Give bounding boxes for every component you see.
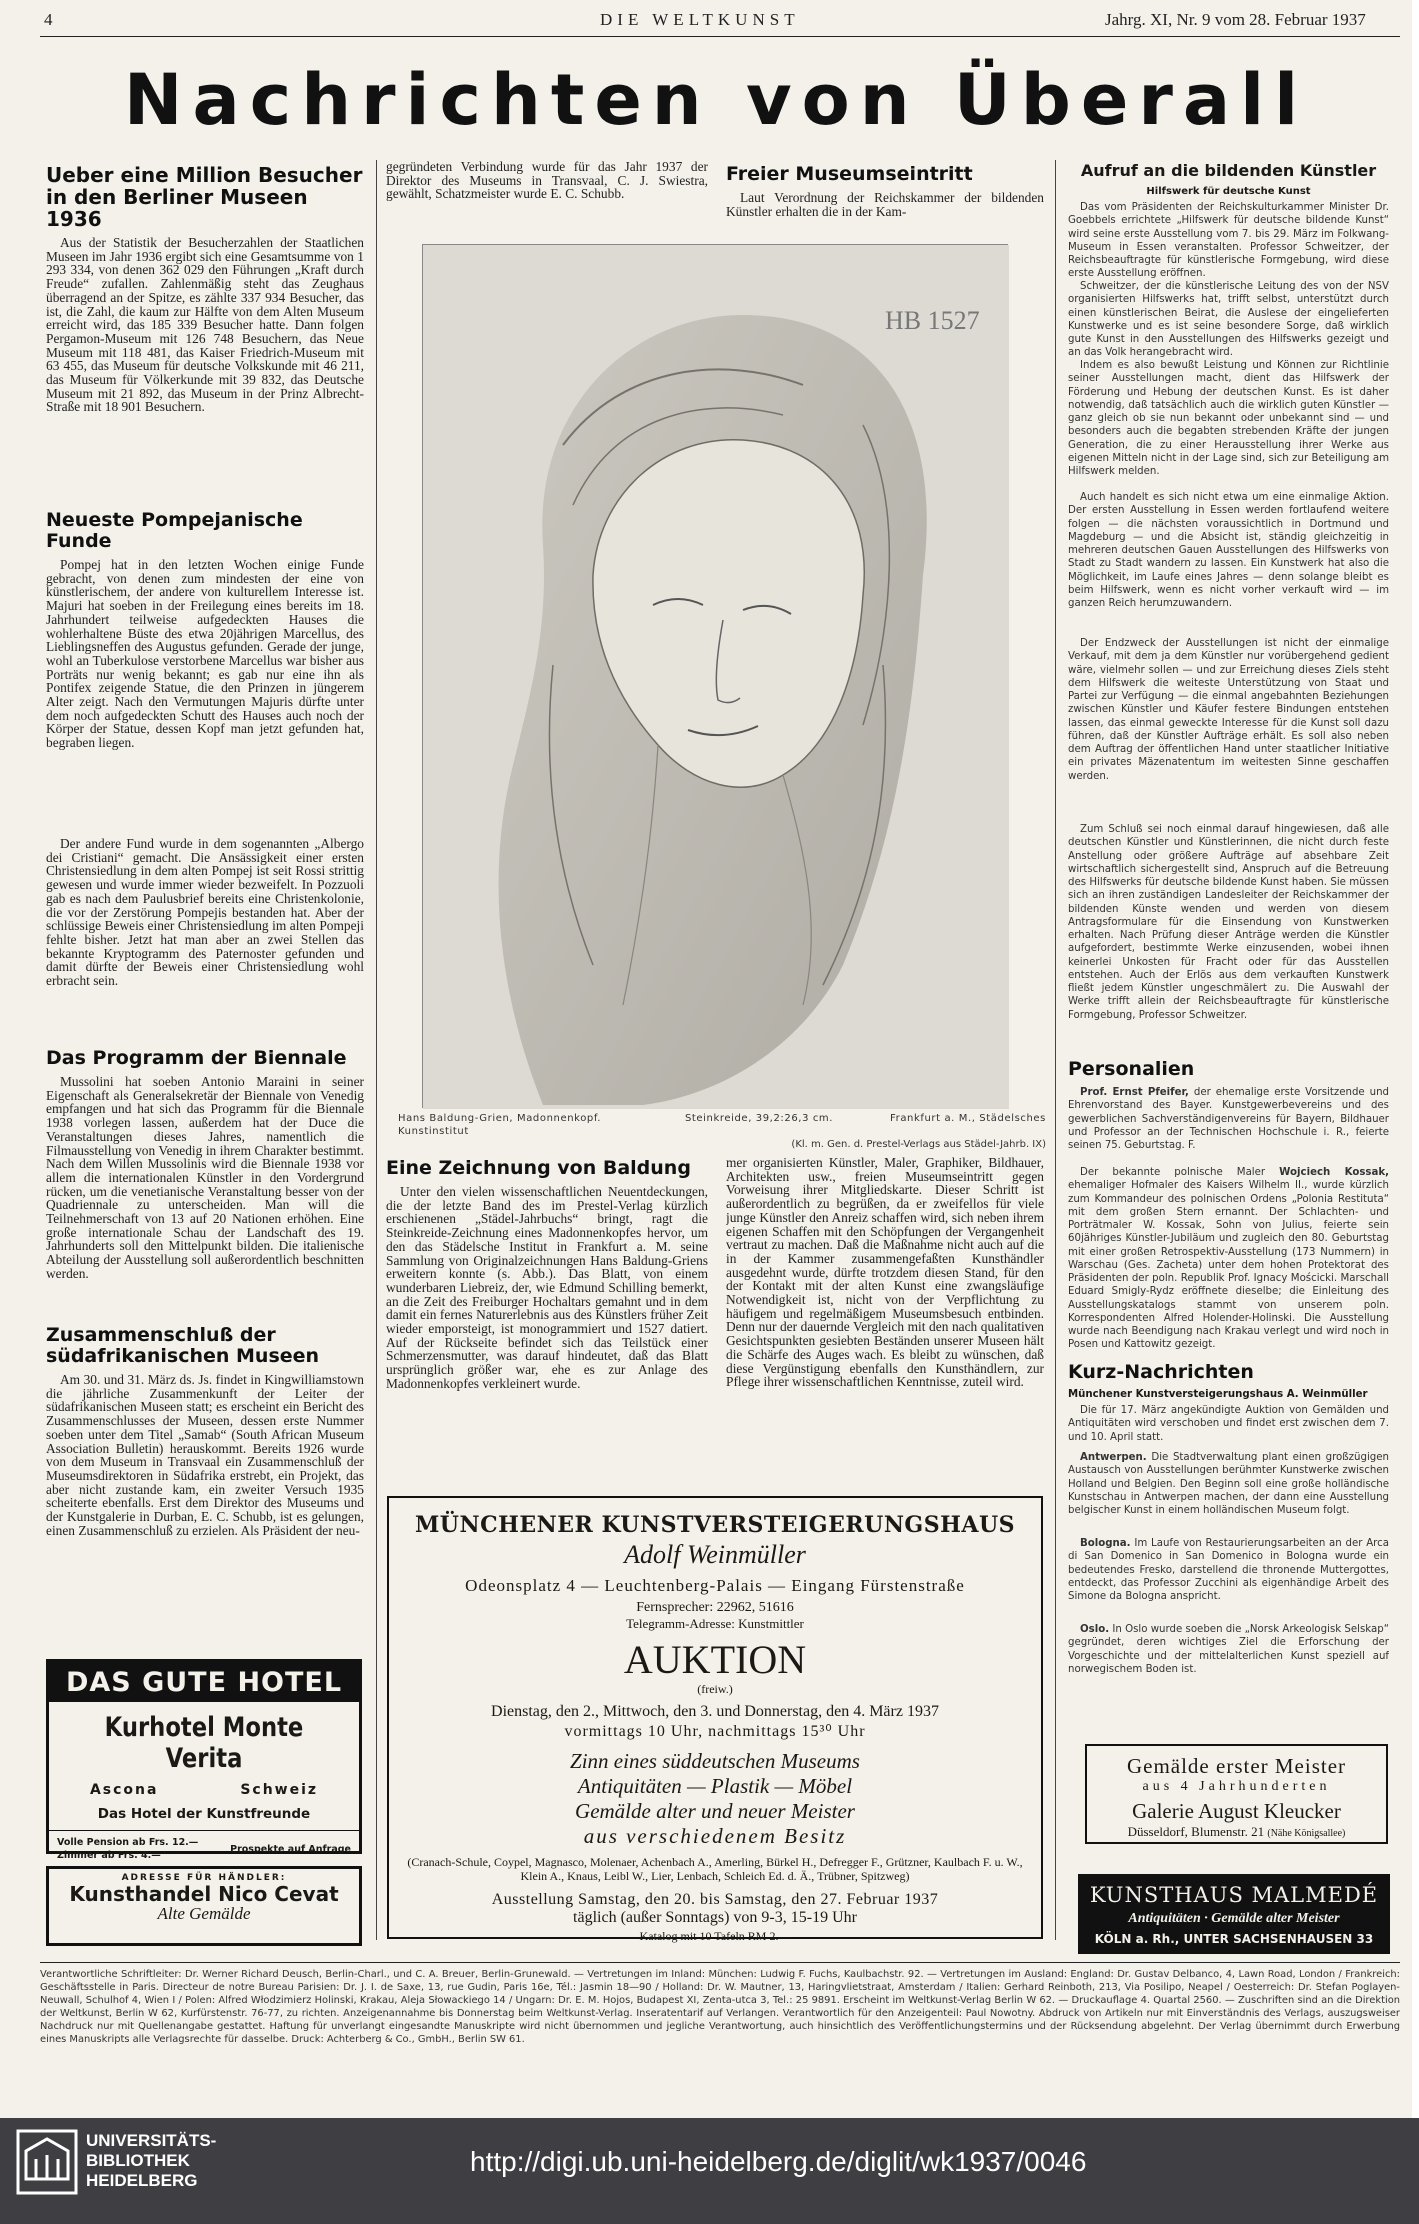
masthead: DIE WELTKUNST <box>600 10 800 29</box>
city-lead: Bologna. <box>1080 1538 1131 1549</box>
article-text: ehemaliger Hofmaler des Kaisers Wilhelm II., wurde kürzlich zum Kommandeur des polnischen Ordens „Polonia Restituta“ mit dem großen Stern ernannt. Der Schlachten- und Porträtmaler W. Kossak, Sohn von Julius, feierte sein 60jähriges Künstler-Jubiläum und zugleich den 80. Geburtstag mit einer großen Retrospektiv-Ausstellung (173 Nummern) in Warschau (Ges. Zacheta) unter dem hohen Protektorat des Präsidenten der poln. Republik Prof. Ignacy Mościcki. Marschall Eduard Smigly-Rydz eröffnete dieselbe; die Einleitung des Ausstellungskatalogs stammt von unserem poln. Korrespondenten Alfred Holender-Holinski. Die Ausstellung wurde nach Beendigung nach Krakau verlegt und wird noch in Posen und Kattowitz gezeigt. <box>1068 1180 1389 1351</box>
article-heading: Das Programm der Biennale <box>46 1047 347 1069</box>
ad-w-zinn: Zinn eines süddeutschen Museums <box>570 1749 860 1773</box>
article-text: Die für 17. März angekündigte Auktion von Gemälden und Antiquitäten wird verschoben und findet erst zwischen dem 7. und 10. April statt. <box>1068 1405 1389 1443</box>
ad-k-l4b: (Nähe Königsallee) <box>1267 1828 1346 1839</box>
ad-w-antiq: Antiquitäten — Plastik — Möbel <box>577 1774 853 1798</box>
article-text: Zum Schluß sei noch einmal darauf hingewiesen, daß alle deutschen Künstler und Künstlerinnen, die nicht durch feste Anstellung oder größere Aufträge auf absehbare Zeit wirtschaftlich sichergestellt sind, Anspruch auf die Betreuung des Hilfswerks für deutsche bildende Kunst haben. Sie müssen sich an ihren zuständigen Landesleiter der Reichskammer der bildenden Künste wenden und werden von diesem Antragsformulare für die Einsendung von Kunstwerken erhalten. Nach Prüfung dieser Anträge werden die Künstler aufgefordert, bestimmte Werke einzusenden, wobei ihnen keinerlei Unkosten für Fracht oder für das Ausstellen entstehen. Auch der Erlös aus dem verkauften Kunstwerk fließt jedem Künstler ungeschmälert zu. Die Auswahl der Werke trifft allein der Reichsbeauftragte für künstlerische Formgebung, Professor Schweitzer. <box>1068 824 1389 1021</box>
ad-w-times: vormittags 10 Uhr, nachmittags 15³⁰ Uhr <box>564 1723 866 1740</box>
monogram: HB 1527 <box>885 306 980 335</box>
article-text: der ehemalige erste Vorsitzende und Ehrenvorstand des Bayer. Kunstgewerbevereins und des gewerblichen Sachverständigenvereins für Bayern, Bildhauer und Professor an der Technischen Hochschule i. R., feierte seinen 75. Geburtstag. <box>1068 1087 1389 1151</box>
article-text: mer organisierten Künstler, Maler, Graphiker, Bildhauer, Architekten usw., freien Museumseintritt gegen Vorweisung ihrer Mitgliedskarte. Dieser Schritt ist außerordentlich zu begrüßen, da er zweifellos für viele junge Künstler den Anreiz schaffen wird, sich neben ihrem eigenen Schaffen mit den Schöpfungen der Vergangenheit vertraut zu machen. Daß die Maßnahme nicht auch auf die in der Kammer zusammengefaßten Kunsthändler ausgedehnt wurde, dürfte trotzdem diesen Stand, für den der Kontakt mit der alten Kunst eine zwangsläufige Notwendigkeit ist, nicht von der Verpflichtung zu häufigem und regelmäßigem Museumsbesuch entbinden. Denn nur der dauernde Vergleich mit den nach qualitativen Gesichtspunkten gesiebten Beständen unserer Museen hält die Schärfe des Auges wach. Es bleibt zu wünschen, daß diese Vergünstigung ebenfalls den Kunsthändlern, zur Pflege ihrer wissenschaftlichen Kenntnisse, zuteil wird. <box>726 1156 1044 1390</box>
caption-credit: (Kl. m. Gen. d. Prestel-Verlags aus Städel-Jahrb. IX) <box>791 1139 1046 1150</box>
article-text: Die Stadtverwaltung plant einen großzügigen Austausch von Ausstellungen berühmter Kunstwerke zwischen Holland und Belgien. Den Beginn soll eine große holländische Kunstschau in Antwerpen machen, der dann eine Ausstellung belgischer Kunst in einem holländischen Museum folgt. <box>1068 1452 1389 1516</box>
permalink-url[interactable]: http://digi.ub.uni-heidelberg.de/diglit/wk1937/0046 <box>470 2146 1087 2177</box>
article-subheading: Hilfswerk für deutsche Kunst <box>1146 186 1311 197</box>
ad-m-l2: Antiquitäten · Gemälde alter Meister <box>1128 1911 1340 1926</box>
ad-k-l1: Gemälde erster Meister <box>1126 1754 1347 1778</box>
person-name: Wojciech Kossak, <box>1279 1167 1389 1178</box>
ad-w-besitz: aus verschiedenem Besitz <box>583 1824 847 1848</box>
column-2-baldung <box>386 1152 708 1486</box>
ad-w-auktion: AUKTION <box>623 1637 807 1682</box>
ad-hotel-banner: DAS GUTE HOTEL <box>49 1662 359 1702</box>
article-heading: Eine Zeichnung von Baldung <box>386 1157 691 1179</box>
library-name <box>86 2131 216 2191</box>
ad-k-l4: Düsseldorf, Blumenstr. 21 <box>1127 1824 1265 1839</box>
article-text: Indem es also bewußt Leistung und Können zur Richtlinie seiner Ausstellungen macht, dient das Hilfswerk der Förderung und Hebung der deutschen Kunst. Es ist daher notwendig, daß tatsächlich auch die wirklich guten Künstler — ganz gleich ob sie nun bekannt oder unbekannt sind — und besonders auch die begabten strebenden Kräfte der jungen Generation, die zu einer Herausstellung ihrer Werke aus eigenen Mitteln nicht in der Lage sind, sich zur Beteiligung am Hilfswerk melden. <box>1068 360 1389 477</box>
article-text: Aus der Statistik der Besucherzahlen der Staatlichen Museen im Jahr 1936 ergibt sich eine Gesamtsumme von 1 293 334, von denen 362 029 den Führungen „Kraft durch Freude“ zufallen. Zahlenmäßig steht das Zeughaus überragend an der Spitze, es zählte 337 934 Besucher, das ist, die Zahl, die kaum zur Hälfte von dem Alten Museum erreicht wird, das 185 339 Besucher hatte. Dann folgen Pergamon-Museum mit 126 748 Besuchern, das Neue Museum mit 118 481, das Kaiser Friedrich-Museum mit 63 455, das Museum für deutsche Volkskunde mit 46 211, das Museum für Völkerkunde mit 39 832, das Deutsche Museum mit 21 892, das Museum in der Prinz Albrecht-Straße mit 18 901 Besuchern. <box>46 236 364 415</box>
ad-w-artists: (Cranach-Schule, Coypel, Magnasco, Molenaer, Achenbach A., Amerling, Bürkel H., Defregger F., Grützner, Kaulbach F. u. W., Klein A., Knaus, Leibl W., Lier, Lenbach, Schleich Ed. d. Ä., Trübner, Spitzweg) <box>407 1855 1023 1883</box>
article-text: Laut Verordnung der Reichskammer der bildenden Künstler erhalten die in der Kam- <box>726 190 1044 219</box>
ad-kleucker <box>1085 1744 1388 1844</box>
caption-right: Frankfurt a. M., Städelsches <box>889 1113 1046 1124</box>
article-heading: Personalien <box>1068 1058 1195 1080</box>
article-text: Pompej hat in den letzten Wochen einige Funde gebracht, von denen zum mindesten der eine von künstlerischem, der andere von kulturellem Interesse ist. Majuri hat soeben in der Freilegung eines bereits im 18. Jahrhundert teilweise aufgedeckten Hauses die wohlerhaltene Büste des etwa 20jährigen Marcellus, des Lieblingsneffen des Augustus gefunden. Gerade der junge, wohl an Tuberkulose verstorbene Marcellus war bisher aus Porträts nur wenig bekannt; es gab nur eine ihn als Pontifex zeigende Statue, die den Prinzen in jüngerem Alter zeigt. Nach den Vermutungen Majuris dürfte unter dem noch aufgedeckten Schutt des Hauses auch noch der Körper der Statue, dessen Kopf man jetzt gefunden hat, begraben liegen. <box>46 558 364 751</box>
university-seal-icon <box>16 2129 78 2195</box>
article-heading: Freier Museumseintritt <box>726 163 973 185</box>
library-name-line1: UNIVERSITÄTS- <box>86 2131 217 2150</box>
article-heading: Zusammenschluß der südafrikanischen Museen <box>46 1324 320 1367</box>
ad-w-telegram: Telegramm-Adresse: Kunstmittler <box>626 1616 804 1631</box>
column-1 <box>46 158 364 1638</box>
library-name-line2: BIBLIOTHEK <box>86 2151 190 2170</box>
caption-left: Hans Baldung-Grien, Madonnenkopf. Kunstinstitut <box>398 1113 602 1137</box>
ad-k-l2: aus 4 Jahrhunderten <box>1142 1779 1331 1794</box>
ad-w-name: Adolf Weinmüller <box>624 1540 806 1569</box>
signature: F. <box>1188 1140 1196 1151</box>
ad-w-dates: Dienstag, den 2., Mittwoch, den 3. und Donnerstag, den 4. März 1937 <box>491 1703 939 1720</box>
ad-w-phone: Fernsprecher: 22962, 51616 <box>636 1600 794 1615</box>
caption-mid: Steinkreide, 39,2:26,3 cm. <box>684 1113 834 1124</box>
article-text: Das vom Präsidenten der Reichskulturkammer Minister Dr. Goebbels errichtete „Hilfswerk für deutsche bildende Kunst“ wird seine erste Ausstellung vom 7. bis 29. März im Folkwang-Museum in Essen veranstalten. Professor Schweitzer, der Reichsbeauftragte für künstlerische Formgebung, wird diese erste Ausstellung eröffnen. <box>1068 202 1389 280</box>
column-rule <box>1055 160 1056 1940</box>
baldung-madonna-drawing <box>422 244 1008 1108</box>
ad-malmede <box>1078 1874 1390 1954</box>
issue-line: Jahrg. XI, Nr. 9 vom 28. Februar 1937 <box>1105 10 1366 29</box>
article-text: Der Endzweck der Ausstellungen ist nicht der einmalige Verkauf, mit dem ja dem Künstler nur vorübergehend gedient wäre, vielmehr sollen — und zur Erreichung dieses Ziels steht dem Hilfswerk die weiteste Unterstützung von Staat und Partei zur Verfügung — die einmal angebahnten Beziehungen zwischen Künstler und Käufer festere Bindungen entstehen lassen, das einmal geweckte Interesse für die Kunst soll dazu führen, daß der Künstler Aufträge erhält. Es soll also neben dem Auftrag der öffentlichen Hand unter staatlicher Initiative ein privates Mäzenatentum im weitesten Sinne geschaffen werden. <box>1068 638 1389 782</box>
ad-hotel <box>46 1659 362 1861</box>
article-text: Unter den vielen wissenschaftlichen Neuentdeckungen, die der letzte Band des im Prestel-Verlag kürzlich erschienenen „Städel-Jahrbuchs“ bringt, ragt die Steinkreide-Zeichnung eines Madonnenkopfes hervor, um den das Städelsche Institut in Frankfurt a. M. seine Sammlung von Originalzeichnungen Hans Baldung-Griens erweitern konnte (s. Abb.). Das Blatt, von einem wunderbaren Liebreiz, der, wie Edmund Schilling bemerkt, an die Zeit des Freiburger Hochaltars gemahnt und in dem damit ein fernes Naturerlebnis aus des Künstlers früher Zeit wieder emporsteigt, ist monogrammiert und 1527 datiert. Auf der Rückseite befindet sich das Teilstück einer Schmerzensmutter, was darauf hindeutet, daß das Blatt ursprünglich größer war, ehe es zur Anlage des Madonnenkopfes verkleinert wurde. <box>386 1185 708 1391</box>
ad-cevat <box>46 1866 362 1946</box>
article-text: Schweitzer, der die künstlerische Leitung des von der NSV organisierten Hilfswerks hat, trifft selbst, unterstützt durch einen künstlerischen Beirat, die Auslese der eingelieferten Kunstwerke und es ist seine besondere Sorge, daß wirklich gute Kunst in den Ausstellungen des Hilfswerks gezeigt und an das Volk herangebracht wird. <box>1068 281 1389 359</box>
ad-weinmueller <box>387 1496 1043 1943</box>
header-rule <box>40 36 1400 37</box>
ad-hotel-pension: Volle Pension ab Frs. 12.— <box>57 1837 199 1848</box>
library-name-line3: HEIDELBERG <box>86 2171 198 2190</box>
ad-hotel-town: Ascona <box>89 1782 159 1798</box>
ad-w-freiw: (freiw.) <box>697 1682 733 1696</box>
article-text: In Oslo wurde soeben die „Norsk Arkeologisk Selskap“ gegründet, deren wichtiges Ziel die Erforschung der Vorgeschichte und der mittelalterlichen Kunst speziell auf norwegischem Boden ist. <box>1068 1624 1389 1675</box>
column-2-top <box>386 160 708 228</box>
article-text: Auch handelt es sich nicht etwa um eine einmalige Aktion. Der ersten Ausstellung in Essen werden fortlaufend weitere folgen — die nächsten voraussichtlich in Dortmund und Magdeburg — und die Absicht ist, ständig gleichzeitig in mehreren deutschen Gauen Ausstellungen des Hilfswerks von Stadt zu Stadt wandern zu lassen. Ein Kunstwerk hat also die Möglichkeit, im Laufe eines Jahres — denn solange bleibt es beim Hilfswerk, wenn es nicht vorher verkauft wird — im ganzen Reich herumzuwandern. <box>1068 492 1389 609</box>
ad-cevat-name: Kunsthandel Nico Cevat <box>69 1882 339 1906</box>
madonna-head-sketch <box>423 245 1009 1109</box>
column-3-continuation <box>726 1156 1044 1488</box>
ad-m-l1: KUNSTHAUS MALMEDÉ <box>1089 1883 1379 1907</box>
ad-hotel-prospekte: Prospekte auf Anfrage <box>230 1843 351 1855</box>
city-lead: Oslo. <box>1080 1624 1110 1635</box>
person-lead: Der bekannte polnische Maler <box>1080 1167 1266 1178</box>
ad-k-l3: Galerie August Kleucker <box>1132 1799 1341 1823</box>
ad-cevat-sub: Alte Gemälde <box>157 1904 251 1923</box>
article-text: gegründeten Verbindung wurde für das Jahr 1937 der Direktor des Museums in Transvaal, C. J. Swiestra, gewählt, Schatzmeister wurde E. C. Schubb. <box>386 160 708 202</box>
article-heading: Neueste Pompejanische Funde <box>46 509 303 552</box>
ad-w-house: MÜNCHENER KUNSTVERSTEIGERUNGSHAUS <box>414 1512 1016 1538</box>
column-rule <box>376 160 377 1940</box>
city-lead: Antwerpen. <box>1080 1452 1147 1463</box>
ad-hotel-slogan: Das Hotel der Kunstfreunde <box>97 1806 311 1822</box>
column-3-top <box>726 158 1044 230</box>
page-title: Nachrichten von Überall <box>123 59 1309 141</box>
article-text: Der andere Fund wurde in dem sogenannten „Albergo dei Cristiani“ gemacht. Die Ansässigkeit einer ersten Christensiedlung in dem alten Pompej ist seit Rossi strittig gewesen und wurde immer wieder bezweifelt. In Pozzuoli gab es nach dem Paulusbrief bereits eine Christenkolonie, die vor der Zerstörung Pompejis bestanden hat. Aber der schlüssige Beweis einer Christensiedlung im alten Pompeji fehlte bisher. Jetzt hat man aber an zwei Stellen das bekannte Kryptogramm des Paternoster gefunden und damit dürfte der Beweis einer Christensiedlung wohl erbracht sein. <box>46 837 364 989</box>
imprint: Verantwortliche Schriftleiter: Dr. Werner Richard Deusch, Berlin-Charl., und C. A. Breuer, Berlin-Grunewald. — Vertretungen im Inland: München: Ludwig F. Fuchs, Kaulbachstr. 92. — Vertretungen im Ausland: England: Dr. Gustav Delbanco, 4, Lawn Road, London / Frankreich: Geschäftsstelle in Paris. Directeur de notre Bureau Parisien: Dr. J. I. de Saxe, 13, rue Gudin, Paris 16e, Tél.: Jasmin 18—90 / Holland: Dr. W. Mautner, 13, Haringvlietstraat, Amsterdam / Italien: Gerhard Reinboth, 213, Via Posilipo, Neapel / Oesterreich: Dr. Stefan Poglayen-Neuwall, Schulhof 4, Wien I / Polen: Alfred Włodzimierz Holinski, Krakau, Aleja Słowackiego 14 / Ungarn: Dr. E. M. Hojos, Budapest XI, Zenta-utca 3, Tel.: 25 9891. Erscheint im Weltkunst-Verlag Berlin W 62. — Druckauflage 4. Quartal 2560. — Zuschriften sind an die Direktion der Weltkunst, Berlin W 62, Kurfürstenstr. 76-77, zu richten. Anzeigenannahme bis Donnerstag beim Weltkunst-Verlag. Inseratentarif auf Verlangen. Verantwortlich für den Anzeigenteil: Paul Nowotny. Abdruck von Artikeln nur mit Einverständnis des Verlags, auszugsweiser Nachdruck nur mit Quellenangabe gestattet. Haftung für unverlangt eingesandte Manuskripte wird nicht übernommen und jegliche Verantwortung, auch hinsichtlich des Veröffentlichungstermins und der Rücksendung abgelehnt. Der Verlag übernimmt durch Erwerbung eines Manuskripts alle Verlagsrechte für dasselbe. Druck: Achterberg & Co., GmbH., Berlin SW 61. <box>40 1969 1400 2045</box>
ad-w-ausstellung: Ausstellung Samstag, den 20. bis Samstag, den 27. Februar 1937 <box>491 1891 939 1908</box>
ad-hotel-zimmer: Zimmer ab Frs. 4.— <box>57 1850 161 1861</box>
ad-w-address: Odeonsplatz 4 — Leuchtenberg-Palais — Eingang Fürstenstraße <box>465 1576 965 1595</box>
footer-rule <box>40 1962 1400 1963</box>
article-heading: Kurz-Nachrichten <box>1068 1361 1254 1383</box>
ad-m-l3: KÖLN a. Rh., UNTER SACHSENHAUSEN 33 <box>1094 1932 1374 1946</box>
article-text: Am 30. und 31. März ds. Js. findet in Kingwilliamstown die jährliche Zusammenkunft der Leiter der südafrikanischen Museen statt; es erscheint ein Bericht des Zusammenschlusses der Museen, dessen erste Nummer soeben unter dem Titel „Samab“ (South African Museum Association Bulletin) herauskommt. Bereits 1926 wurde von dem Museum in Transvaal ein Zusammenschluß der Museumsdirektoren in Südafrika erstrebt, ein Projekt, das aber nicht zustande kam, ein zweiter Versuch 1935 scheiterte ebenfalls. Erst dem Direktor des Museums und der Kunstgalerie in Durban, E. C. Schubb, ist es gelungen, einen Zusammenschluß zu erzielen. Als Präsident der neu- <box>46 1373 364 1538</box>
column-4 <box>1068 158 1389 1728</box>
ad-w-gemaelde: Gemälde alter und neuer Meister <box>575 1799 855 1823</box>
person-name: Prof. Ernst Pfeifer, <box>1080 1087 1189 1098</box>
ad-cevat-label: ADRESSE FÜR HÄNDLER: <box>121 1873 287 1883</box>
ad-hotel-country: Schweiz <box>240 1782 319 1798</box>
ad-w-taeglich: täglich (außer Sonntags) von 9-3, 15-19 Uhr <box>573 1909 857 1926</box>
figure-caption <box>398 1112 1046 1151</box>
page-number: 4 <box>44 10 53 29</box>
article-heading: Aufruf an die bildenden Künstler <box>1080 161 1377 180</box>
article-subheading: Münchener Kunstversteigerungshaus A. Weinmüller <box>1068 1389 1368 1400</box>
ad-w-katalog: Katalog mit 10 Tafeln RM 2.— <box>639 1929 791 1943</box>
article-text: Mussolini hat soeben Antonio Maraini in seiner Eigenschaft als Generalsekretär der Biennale von Venedig empfangen und hat sich das Programm für die Biennale 1938 vorlegen lassen, außerdem hat der Duce die Veranstaltungen dieses Jahres, namentlich die Filmausstellung von Venedig in ihrem Charakter bestimmt. Nach dem Willen Mussolinis wird die Biennale 1938 vor allem die internationalen Künstler in den Vordergrund rücken, um die venetianische Veranstaltung besser von der Quadriennale zu unterscheiden. Man will die Teilnehmerschaft von 13 auf 20 Nationen erhöhen. Eine große internationale Schau der Landschaft des 19. Jahrhunderts soll den Mittelpunkt bilden. Die italienische Abteilung der Ausstellung soll außerordentlich beschnitten werden. <box>46 1075 364 1281</box>
ad-hotel-name: Kurhotel Monte Verita <box>104 1712 304 1774</box>
article-text: Im Laufe von Restaurierungsarbeiten an der Arca di San Domenico in San Domenico in Bologna wurde ein bedeutendes Fresko, darstellend die thronende Muttergottes, entdeckt, das Professor Zucchini als eigenhändige Arbeit des Simone da Bologna anspricht. <box>1068 1538 1389 1602</box>
article-heading: Ueber eine Million Besucher in den Berliner Museen 1936 <box>46 163 363 231</box>
